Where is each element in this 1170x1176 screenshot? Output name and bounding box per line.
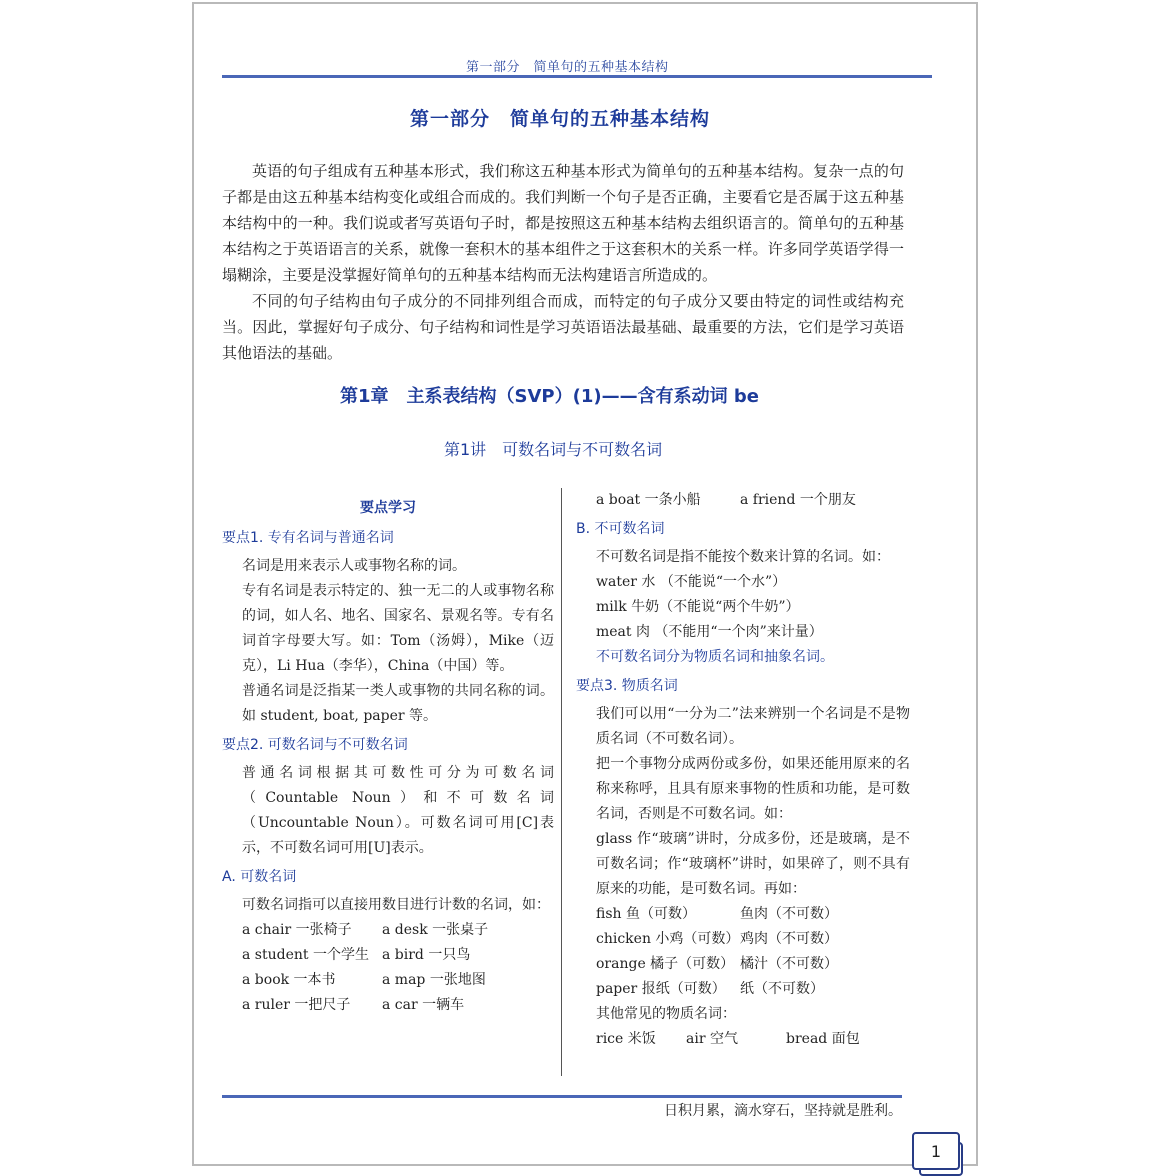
point-1-text: [222, 554, 554, 729]
point-3-text: [576, 702, 910, 902]
running-header: 第一部分 简单句的五种基本结构: [466, 60, 669, 75]
example-item: chicken 小鸡（可数）: [596, 931, 740, 947]
right-column: [576, 488, 910, 1052]
example-item: orange 橘子（可数）: [596, 956, 735, 972]
part-title: 第一部分 简单句的五种基本结构: [410, 108, 711, 130]
example-item: bread 面包: [786, 1031, 860, 1047]
example-item: paper 报纸（可数）: [596, 981, 726, 997]
column-divider: [561, 488, 562, 1076]
section-b-heading: B. 不可数名词: [576, 521, 665, 537]
page-number: 1: [912, 1132, 960, 1170]
point-1-heading: 要点1. 专有名词与普通名词: [222, 530, 394, 546]
point-2-heading: 要点2. 可数名词与不可数名词: [222, 737, 408, 753]
paragraph: 专有名词是表示特定的、独一无二的人或事物名称的词，如人名、地名、国家名、景观名等。专有名词首字母要大写。如：Tom（汤姆），Mike（迈克），Li Hua（李华），China（中国）等。: [242, 583, 554, 674]
example-item: a boat 一条小船: [596, 492, 701, 508]
intro-paragraph: 不同的句子结构由句子成分的不同排列组合而成，而特定的句子成分又要由特定的词性或结构充当。因此，掌握好句子成分、句子结构和词性是学习英语语法最基础、最重要的方法，它们是学习英语其他语法的基础。: [222, 292, 904, 362]
example-pair: [576, 927, 910, 952]
example-item: a car 一辆车: [382, 997, 465, 1013]
chapter-title: 第1章 主系表结构（SVP）(1)——含有系动词 be: [340, 386, 759, 407]
example-item: 鱼肉（不可数）: [740, 906, 838, 922]
left-column: [222, 494, 554, 1018]
example-item: a desk 一张桌子: [382, 922, 489, 938]
example-pair: [576, 977, 910, 1002]
point-2-text: 普通名词根据其可数性可分为可数名词（Countable Noun）和不可数名词（Uncountable Noun）。可数名词可用[C]表示，不可数名词可用[U]表示。: [242, 765, 554, 856]
example-pair: [222, 918, 554, 943]
study-title: 要点学习: [360, 500, 416, 516]
example-pair: [222, 993, 554, 1018]
other-items: [576, 1027, 910, 1052]
example-item: a student 一个学生: [242, 947, 369, 963]
example-item: a map 一张地图: [382, 972, 486, 988]
example-item: a bird 一只鸟: [382, 947, 471, 963]
lecture-title: 第1讲 可数名词与不可数名词: [444, 440, 663, 459]
section-a-text: 可数名词指可以直接用数目进行计数的名词，如：: [242, 897, 550, 913]
text-line: meat 肉 （不能用“一个肉”来计量）: [596, 624, 823, 640]
intro-text: [222, 158, 904, 366]
example-item: 纸（不可数）: [740, 981, 824, 997]
example-item: air 空气: [686, 1031, 738, 1047]
example-item: a chair 一张椅子: [242, 922, 352, 938]
example-pair: [576, 902, 910, 927]
other-label: 其他常见的物质名词：: [596, 1006, 736, 1022]
example-item: 橘汁（不可数）: [740, 956, 838, 972]
paragraph: 普通名词是泛指某一类人或事物的共同名称的词。如 student, boat, paper 等。: [242, 683, 554, 724]
section-a-heading: A. 可数名词: [222, 869, 297, 885]
section-b-note: 不可数名词分为物质名词和抽象名词。: [596, 649, 834, 665]
example-pair: [222, 968, 554, 993]
point-3-heading: 要点3. 物质名词: [576, 678, 678, 694]
header-rule: [222, 75, 932, 78]
footer-motto: 日积月累，滴水穿石，坚持就是胜利。: [664, 1103, 902, 1119]
example-pair: [222, 943, 554, 968]
text-line: 不可数名词是指不能按个数来计算的名词。如：: [596, 549, 890, 565]
intro-paragraph: 英语的句子组成有五种基本形式，我们称这五种基本形式为简单句的五种基本结构。复杂一点的句子都是由这五种基本结构变化或组合而成的。我们判断一个句子是否正确，主要看它是否属于这五种基本结构中的一种。我们说或者写英语句子时，都是按照这五种基本结构去组织语言的。简单句的五种基本结构之于英语语言的关系，就像一套积木的基本组件之于这套积木的关系一样。许多同学英语学得一塌糊涂，主要是没掌握好简单句的五种基本结构而无法构建语言所造成的。: [222, 162, 904, 284]
example-item: a friend 一个朋友: [740, 492, 856, 508]
footer-rule: [222, 1095, 902, 1098]
example-item: rice 米饭: [596, 1031, 656, 1047]
example-pair: [576, 952, 910, 977]
example-item: 鸡肉（不可数）: [740, 931, 838, 947]
paragraph: 把一个事物分成两份或多份，如果还能用原来的名称来称呼，且具有原来事物的性质和功能，是可数名词，否则是不可数名词。如：: [596, 756, 910, 822]
text-line: milk 牛奶（不能说“两个牛奶”）: [596, 599, 800, 615]
paragraph: 名词是用来表示人或事物名称的词。: [242, 558, 466, 574]
example-item: a book 一本书: [242, 972, 336, 988]
example-pair: [576, 488, 910, 513]
example-item: a ruler 一把尺子: [242, 997, 351, 1013]
text-line: water 水 （不能说“一个水”）: [596, 574, 787, 590]
example-item: fish 鱼（可数）: [596, 906, 696, 922]
paragraph: glass 作“玻璃”讲时，分成多份，还是玻璃，是不可数名词；作“玻璃杯”讲时，如果碎了，则不具有原来的功能，是可数名词。再如：: [596, 831, 910, 897]
paragraph: 我们可以用“一分为二”法来辨别一个名词是不是物质名词（不可数名词）。: [596, 706, 910, 747]
